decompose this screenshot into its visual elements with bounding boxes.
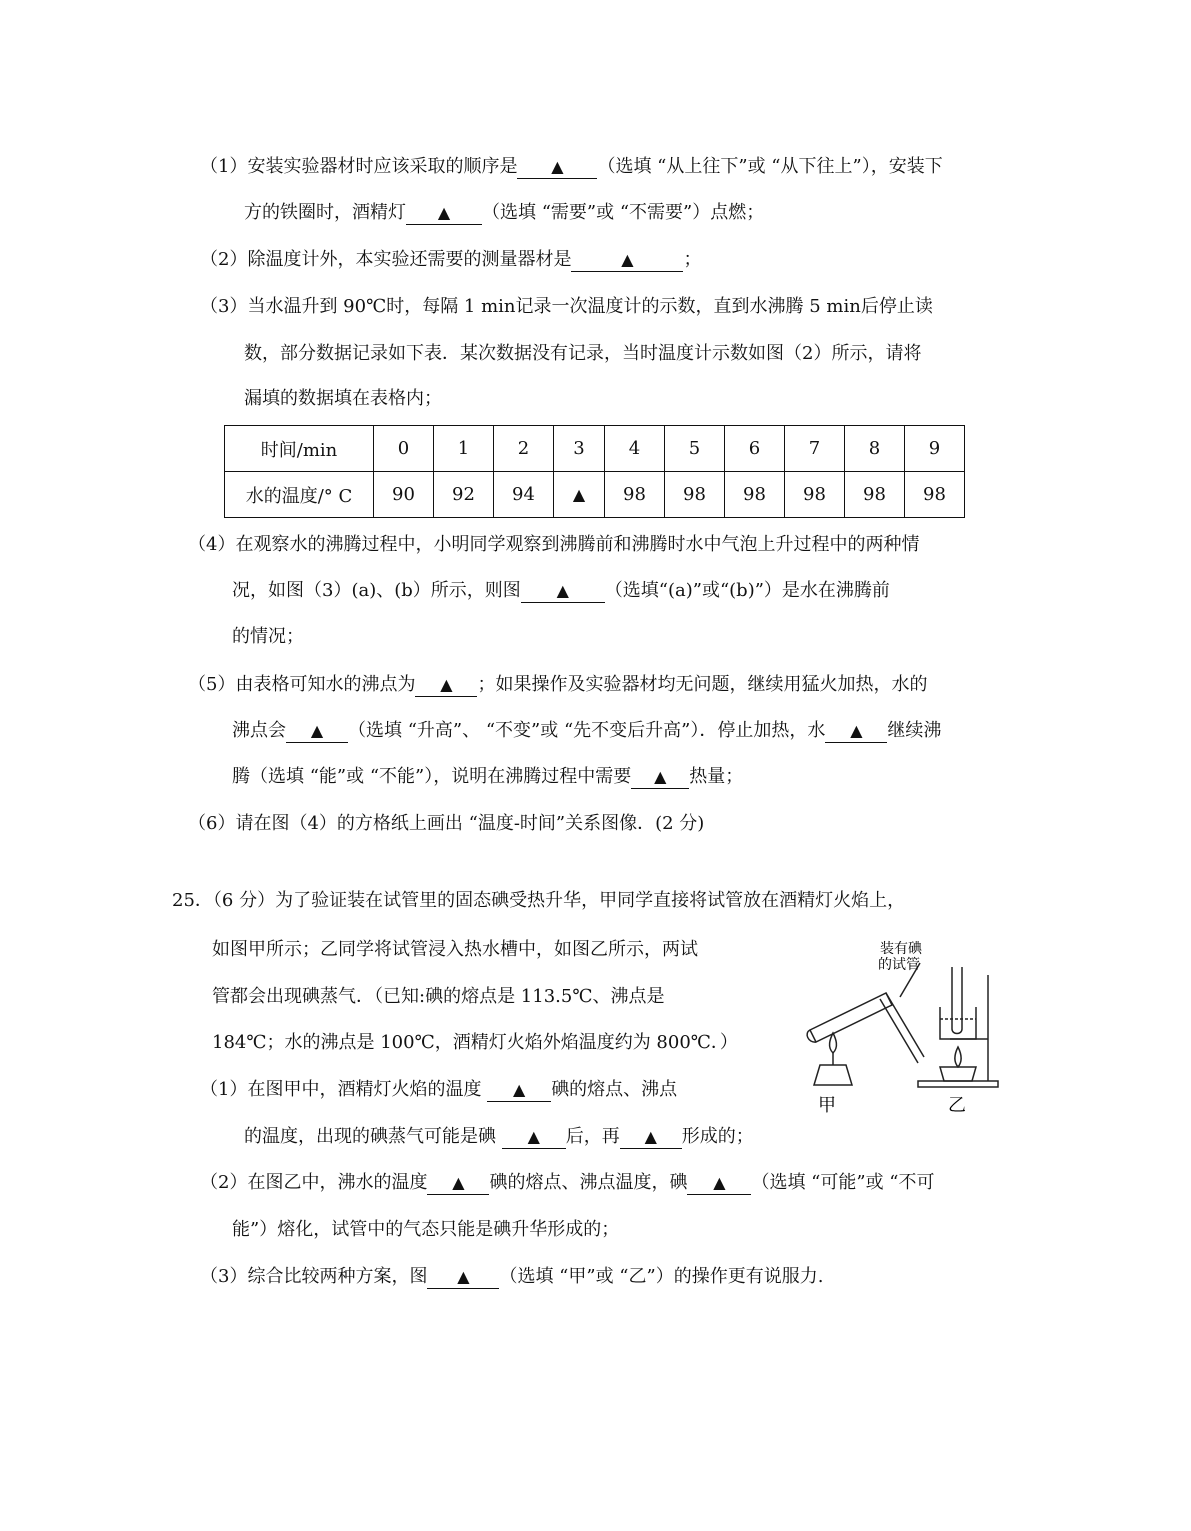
- table-cell: 98: [665, 472, 725, 518]
- answer-blank[interactable]: ▲: [286, 720, 348, 743]
- q25-part2-line2: 能”）熔化，试管中的气态只能是碘升华形成的；: [232, 1219, 620, 1240]
- test-tube-right: [952, 967, 962, 1034]
- table-header-time: 时间/min: [225, 426, 374, 472]
- beaker: [940, 1007, 976, 1039]
- q25-part1-line2: 的温度，出现的碘蒸气可能是碘 ▲ 后，再 ▲ 形成的；: [244, 1126, 754, 1147]
- clamp-arm-2: [886, 993, 924, 1057]
- answer-blank[interactable]: ▲: [502, 1126, 566, 1149]
- table-cell: 9: [905, 426, 965, 472]
- answer-blank[interactable]: ▲: [427, 1266, 499, 1289]
- q24-part5-line2: 沸点会 ▲ （选填 “升高”、 “不变”或 “先不变后升高”）．停止加热，水 ▲ 继续沸: [232, 720, 942, 741]
- q25-intro-line3: 管都会出现碘蒸气．（已知:碘的熔点是 113.5℃、沸点是: [212, 986, 665, 1007]
- table-cell: 98: [905, 472, 965, 518]
- table-cell: 8: [845, 426, 905, 472]
- q25-part1-line1: （1）在图甲中，酒精灯火焰的温度 ▲ 碘的熔点、沸点: [200, 1079, 678, 1100]
- tube-label-2: 的试管: [878, 957, 920, 973]
- answer-blank[interactable]: ▲: [517, 156, 597, 179]
- q24-part3-line1: （3）当水温升到 90℃时，每隔 1 min记录一次温度计的示数，直到水沸腾 5 min后停止读: [200, 296, 933, 317]
- table-cell: 94: [494, 472, 554, 518]
- answer-blank[interactable]: ▲: [620, 1126, 682, 1149]
- table-cell: 98: [785, 472, 845, 518]
- test-tube-left: [810, 993, 892, 1042]
- flame-right: [955, 1047, 961, 1067]
- flame-left: [830, 1033, 837, 1053]
- answer-blank[interactable]: ▲: [571, 249, 683, 272]
- data-table: [224, 425, 965, 518]
- tube-label-1: 装有碘: [880, 941, 922, 957]
- table-cell: 90: [374, 472, 434, 518]
- table-cell: 7: [785, 426, 845, 472]
- table-cell: 2: [494, 426, 554, 472]
- answer-blank[interactable]: ▲: [521, 580, 605, 603]
- answer-blank[interactable]: ▲: [487, 1079, 551, 1102]
- q24-part1-line2: 方的铁圈时，酒精灯 ▲ （选填 “需要”或 “不需要”）点燃；: [244, 202, 765, 223]
- answer-blank[interactable]: ▲: [631, 766, 689, 789]
- figure-label-yi: 乙: [948, 1095, 966, 1115]
- table-cell: 98: [845, 472, 905, 518]
- answer-blank[interactable]: ▲: [415, 674, 477, 697]
- q24-part5-line1: （5）由表格可知水的沸点为 ▲ ；如果操作及实验器材均无问题，继续用猛火加热，水的: [188, 674, 928, 695]
- alcohol-lamp-right: [940, 1067, 976, 1081]
- clamp-arm: [880, 999, 918, 1063]
- table-cell: 0: [374, 426, 434, 472]
- q24-part4-line1: （4）在观察水的沸腾过程中，小明同学观察到沸腾前和沸腾时水中气泡上升过程中的两种情: [188, 534, 920, 555]
- table-cell: 3: [554, 426, 605, 472]
- q24-part6: （6）请在图（4）的方格纸上画出 “温度-时间”关系图像．(2 分): [188, 813, 705, 834]
- iodine-apparatus-figure: [800, 935, 1020, 1115]
- answer-blank[interactable]: ▲: [825, 720, 887, 743]
- table-cell: 98: [725, 472, 785, 518]
- q24-part4-line3: 的情况；: [232, 626, 304, 647]
- table-cell-blank[interactable]: ▲: [554, 472, 605, 518]
- table-cell: 98: [605, 472, 665, 518]
- stand-base: [918, 1081, 998, 1087]
- table-cell: 4: [605, 426, 665, 472]
- q25-part3: （3）综合比较两种方案，图 ▲ （选填 “甲”或 “乙”）的操作更有说服力.: [200, 1266, 824, 1287]
- table-cell: 6: [725, 426, 785, 472]
- table-row-temp: [225, 472, 965, 518]
- q24-part4-line2: 况，如图（3）(a)、(b）所示，则图 ▲ （选填“(a)”或“(b)”）是水在沸腾前: [232, 580, 890, 601]
- table-header-temp: 水的温度/° C: [225, 472, 374, 518]
- q24-part2: （2）除温度计外，本实验还需要的测量器材是 ▲ ；: [200, 249, 702, 270]
- answer-blank[interactable]: ▲: [687, 1172, 751, 1195]
- table-cell: 92: [434, 472, 494, 518]
- answer-blank[interactable]: ▲: [406, 202, 482, 225]
- q24-part3-line3: 漏填的数据填在表格内；: [244, 388, 442, 409]
- q25-intro-line2: 如图甲所示；乙同学将试管浸入热水槽中，如图乙所示，两试: [212, 939, 698, 960]
- q25-intro-line1: 25．（6 分）为了验证装在试管里的固态碘受热升华，甲同学直接将试管放在酒精灯火焰上，: [172, 890, 906, 911]
- answer-blank[interactable]: ▲: [427, 1172, 489, 1195]
- table-row-time: [225, 426, 965, 472]
- q25-part2-line1: （2）在图乙中，沸水的温度 ▲ 碘的熔点、沸点温度，碘 ▲ （选填 “可能”或 “不可: [200, 1172, 935, 1193]
- alcohol-lamp-left: [814, 1065, 852, 1085]
- q25-intro-line4: 184℃；水的沸点是 100℃，酒精灯火焰外焰温度约为 800℃．）: [212, 1032, 738, 1053]
- q24-part1-line1: （1）安装实验器材时应该采取的顺序是 ▲ （选填 “从上往下”或 “从下往上”），安装下: [200, 156, 943, 177]
- q24-part5-line3: 腾（选填 “能”或 “不能”），说明在沸腾过程中需要 ▲ 热量；: [232, 766, 744, 787]
- table-cell: 5: [665, 426, 725, 472]
- table-cell: 1: [434, 426, 494, 472]
- q24-part3-line2: 数，部分数据记录如下表．某次数据没有记录，当时温度计示数如图（2）所示，请将: [244, 343, 922, 364]
- figure-label-jia: 甲: [818, 1095, 836, 1115]
